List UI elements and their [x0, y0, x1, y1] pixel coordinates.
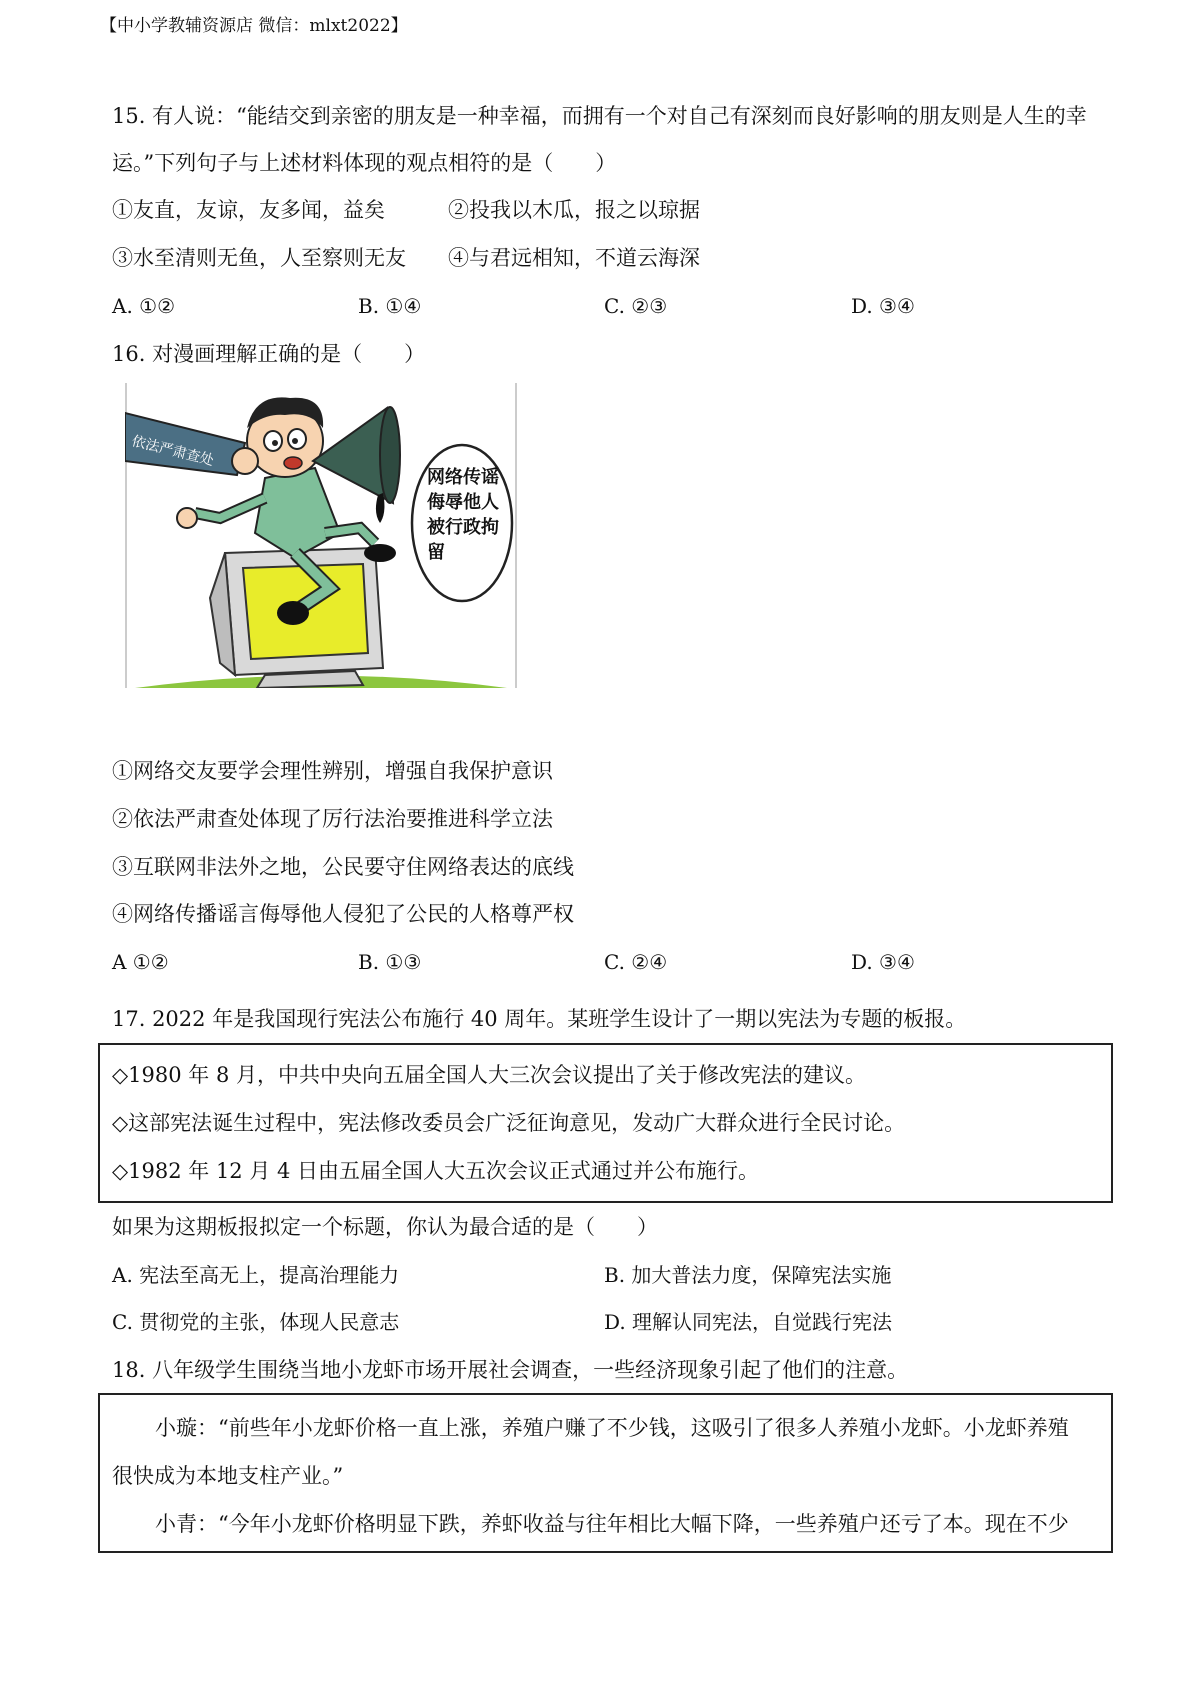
q17-board-line-1: ◇1980 年 8 月，中共中央向五届全国人大三次会议提出了关于修改宪法的建议。 [112, 1063, 866, 1087]
q17-option-c: C. 贯彻党的主张，体现人民意志 [112, 1310, 400, 1334]
q17-board-line-2: ◇这部宪法诞生过程中，宪法修改委员会广泛征询意见，发动广大群众进行全民讨论。 [112, 1111, 906, 1135]
bubble-line-3: 被行政拘 [427, 517, 499, 538]
q16-item-2: ②依法严肃查处体现了厉行法治要推进科学立法 [112, 807, 553, 831]
q16-item-4: ④网络传播谣言侮辱他人侵犯了公民的人格尊严权 [112, 902, 574, 926]
q16-option-a: A ①② [112, 950, 169, 974]
q18-box-line-2: 很快成为本地支柱产业。” [112, 1464, 344, 1488]
q16-option-b: B. ①③ [358, 950, 422, 974]
bubble-line-1: 网络传谣 [427, 467, 499, 488]
q17-option-a: A. 宪法至高无上，提高治理能力 [112, 1263, 400, 1287]
q17-option-b: B. 加大普法力度，保障宪法实施 [604, 1263, 892, 1287]
bubble-line-2: 侮辱他人 [427, 492, 499, 513]
q17-board-line-3: ◇1982 年 12 月 4 日由五届全国人大五次会议正式通过并公布施行。 [112, 1159, 760, 1183]
bubble-line-4: 留 [427, 542, 445, 563]
q15-stem-line2: 运。”下列句子与上述材料体现的观点相符的是（ ） [112, 151, 617, 175]
arm-label: 依法严肃查处 [130, 433, 216, 470]
speech-bubble [412, 445, 512, 601]
q16-item-1: ①网络交友要学会理性辨别，增强自我保护意识 [112, 759, 553, 783]
q18-box-line-3: 小青：“今年小龙虾价格明显下跌，养虾收益与往年相比大幅下降，一些养殖户还亏了本。现在不少 [155, 1512, 1069, 1536]
q18-stem: 18. 八年级学生围绕当地小龙虾市场开展社会调查，一些经济现象引起了他们的注意。 [112, 1358, 909, 1382]
q17-option-d: D. 理解认同宪法，自觉践行宪法 [604, 1310, 893, 1334]
q15-item-3: ③水至清则无鱼，人至察则无友 [112, 246, 406, 270]
q16-stem: 16. 对漫画理解正确的是（ ） [112, 342, 426, 366]
resource-header: 【中小学教辅资源店 微信：mlxt2022】 [100, 16, 408, 36]
q15-item-1: ①友直，友谅，友多闻，益矣 [112, 198, 385, 222]
q15-option-c: C. ②③ [604, 294, 668, 318]
q15-item-2: ②投我以木瓜，报之以琼据 [448, 198, 700, 222]
q15-option-b: B. ①④ [358, 294, 422, 318]
q18-box-line-1: 小璇：“前些年小龙虾价格一直上涨，养殖户赚了不少钱，这吸引了很多人养殖小龙虾。小龙虾养殖 [155, 1416, 1069, 1440]
q15-option-d: D. ③④ [851, 294, 915, 318]
q16-option-c: C. ②④ [604, 950, 668, 974]
cartoon-image [125, 383, 517, 688]
q16-option-d: D. ③④ [851, 950, 915, 974]
q17-question: 如果为这期板报拟定一个标题，你认为最合适的是（ ） [112, 1215, 658, 1239]
q16-item-3: ③互联网非法外之地，公民要守住网络表达的底线 [112, 855, 574, 879]
q15-stem-line1: 15. 有人说：“能结交到亲密的朋友是一种幸福，而拥有一个对自己有深刻而良好影响的朋友则是人生的幸 [112, 104, 1087, 128]
q17-stem: 17. 2022 年是我国现行宪法公布施行 40 周年。某班学生设计了一期以宪法为专题的板报。 [112, 1007, 967, 1031]
q15-item-4: ④与君远相知，不道云海深 [448, 246, 700, 270]
q15-option-a: A. ①② [112, 294, 176, 318]
